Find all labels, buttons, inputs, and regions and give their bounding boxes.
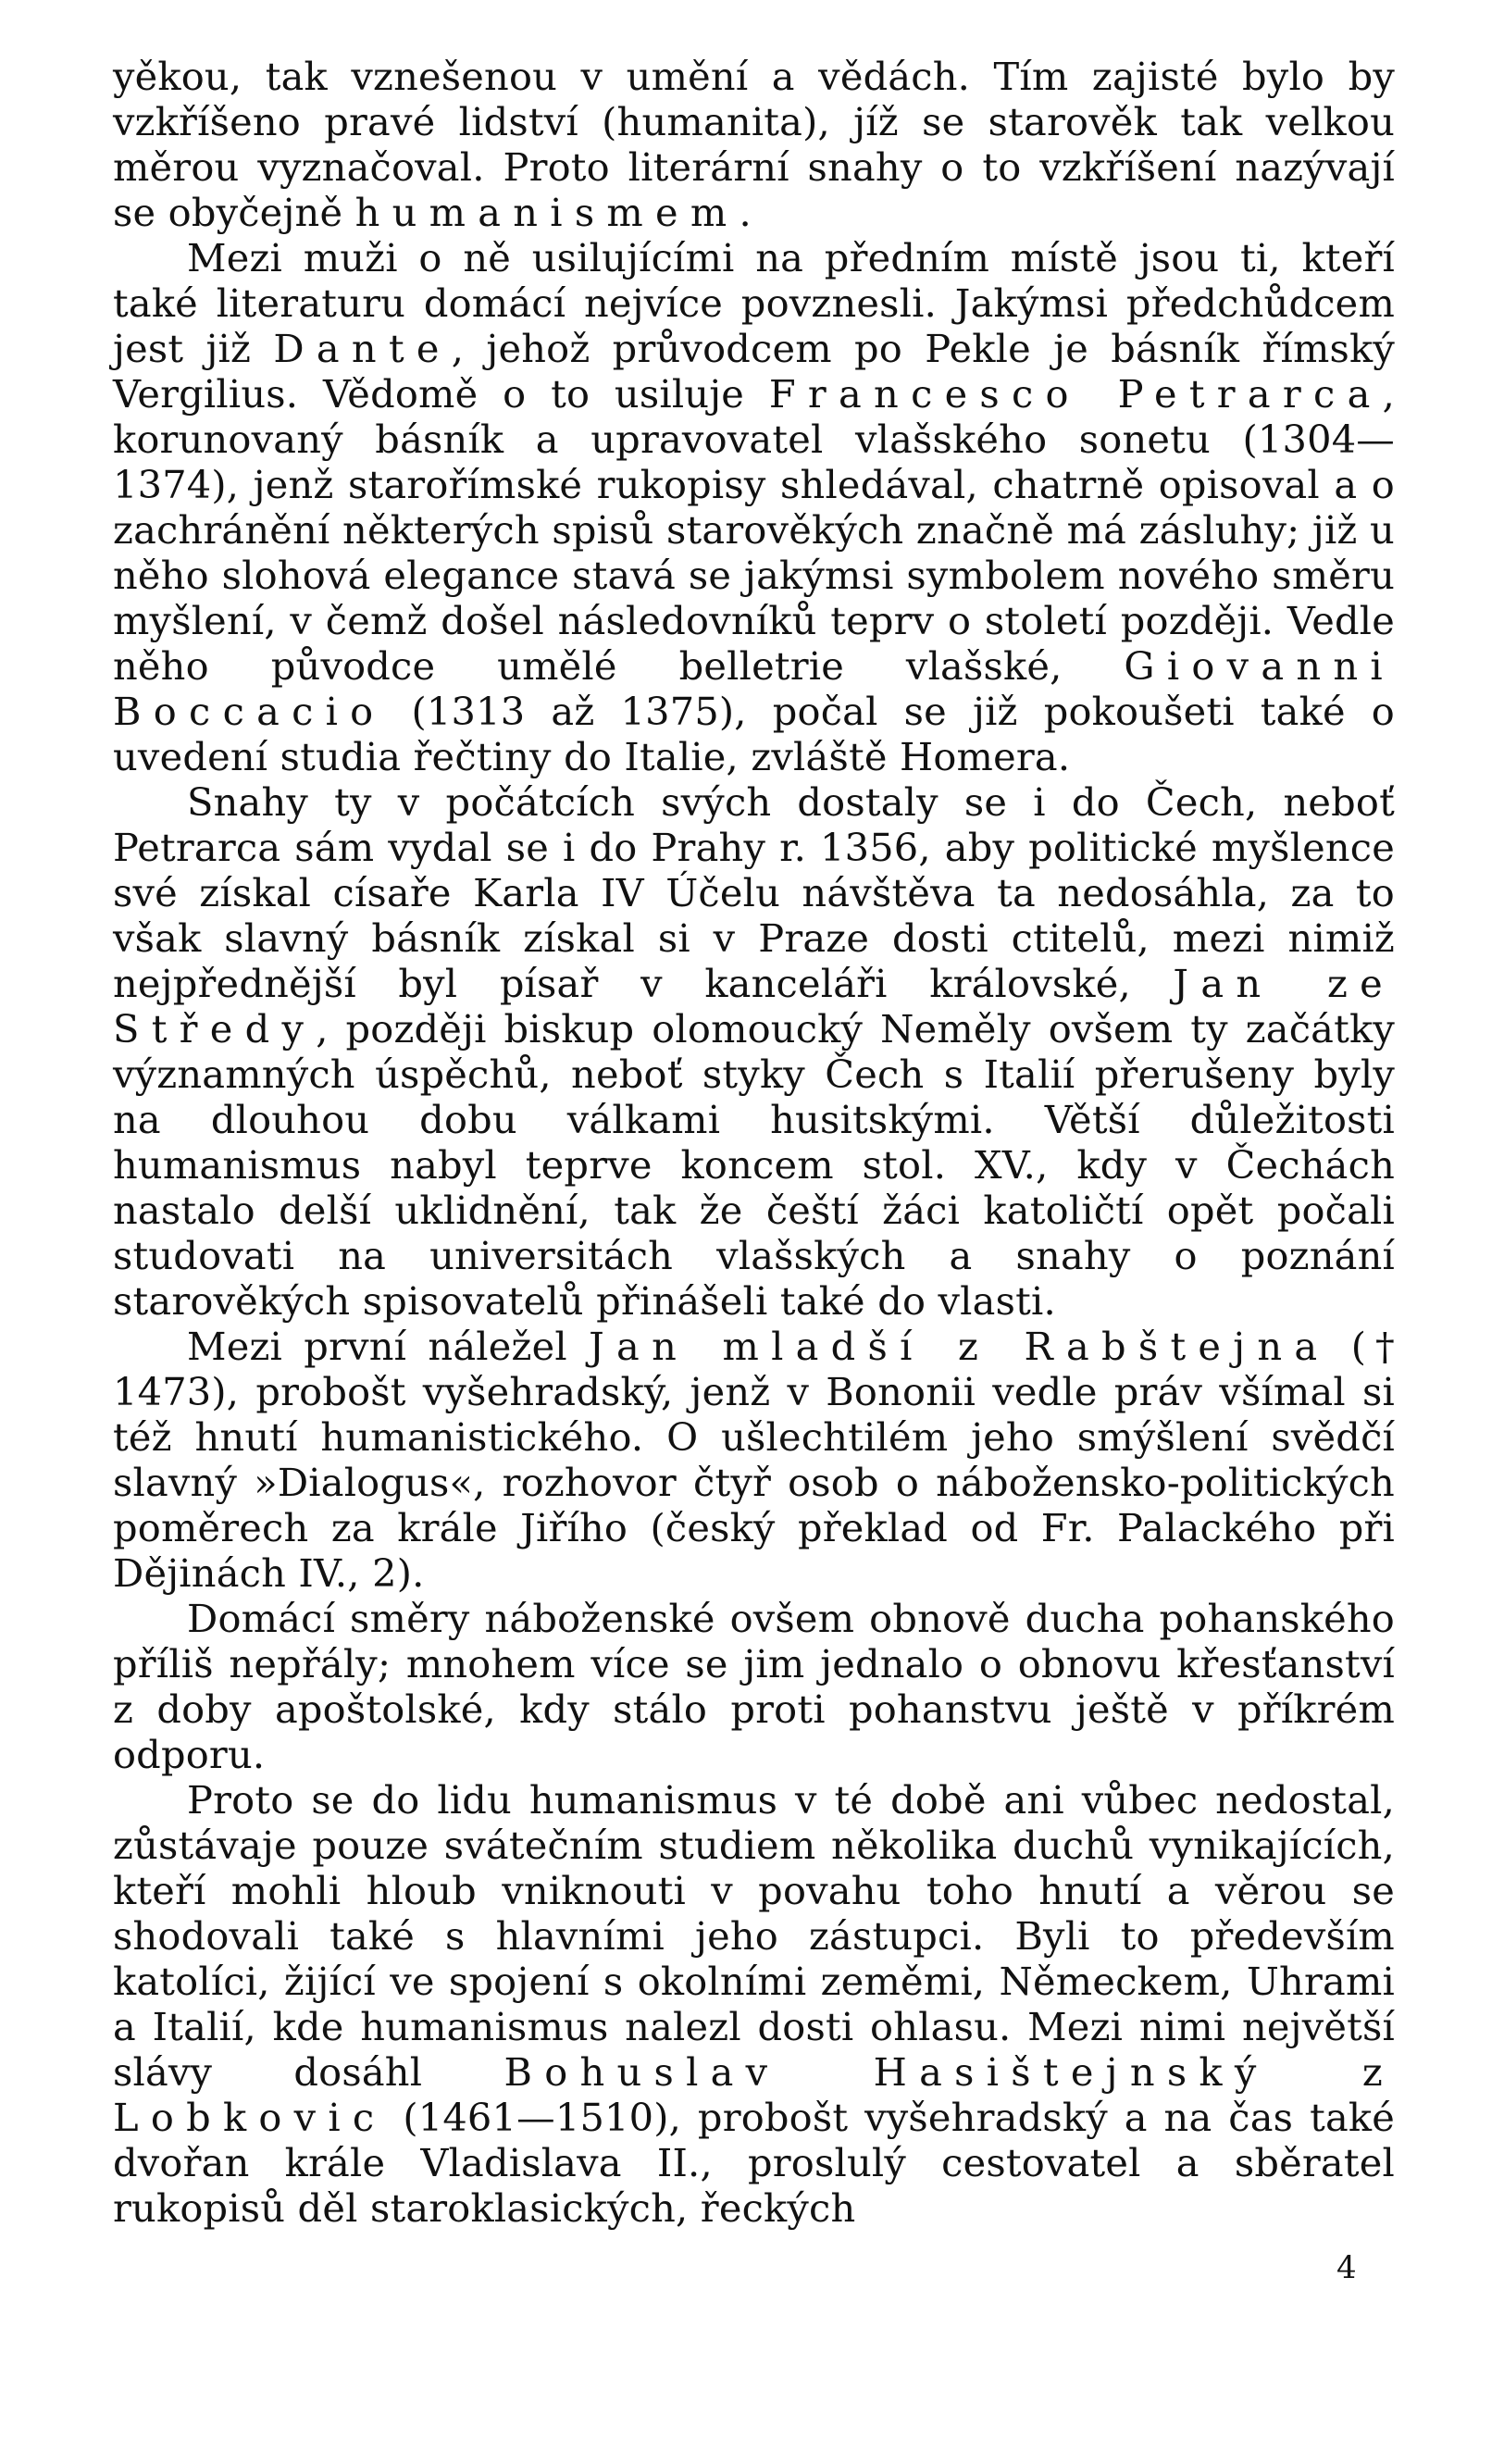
- paragraph: [113, 1777, 1395, 2231]
- spaced-name: Jan ze Středy: [113, 961, 1395, 1052]
- text-run: Mezi muži o ně usilujícími na předním místě jsou ti, kteří také literaturu domácí nejvíce povznesli. Jakýmsi předchůdcem jest již: [113, 235, 1395, 371]
- text-run: yěkou, tak vznešenou v umění a vědách. Tím zajisté bylo by vzkříšeno pravé lidství (humanita), jíž se starověk tak velkou měrou vyznačoval. Proto literární snahy o to vzkříšení nazývají se obyčejně: [113, 54, 1395, 235]
- spaced-name: Bohuslav Hasištejnský z Lobkovic: [113, 2049, 1395, 2140]
- text-run: .: [739, 190, 752, 235]
- text-run: , korunovaný básník a upravovatel vlašského sonetu (1304—1374), jenž starořímské rukopisy shledával, chatrně opisoval a o zachránění některých spisů starověkých značně má zásluhy; již u něho slohová elegance stavá se jakýmsi symbolem nového směru myšlení, v čemž došel následovníků teprv o století později. Vedle něho původce umělé belletrie vlašské,: [113, 371, 1396, 689]
- paragraph: [113, 1324, 1395, 1596]
- paragraph: [113, 235, 1395, 779]
- text-run: († 1473), probošt vyšehradský, jenž v Bononii vedle práv všímal si též hnutí humanistického. O ušlechtilém jeho smýšlení svědčí slavný »Dialogus«, rozhovor čtyř osob o nábožensko-politických poměrech za krále Jiřího (český překlad od Fr. Palackého při Dějinách IV., 2).: [113, 1324, 1395, 1596]
- spaced-name: Francesco Petrarca: [768, 371, 1383, 417]
- text-run: Domácí směry náboženské ovšem obnově ducha pohanského příliš nepřály; mnohem více se jim jednalo o obnovu křesťanství z doby apoštolské, kdy stálo proti pohanstvu ještě v příkrém odporu.: [113, 1596, 1395, 1777]
- document-page: [113, 54, 1395, 2231]
- paragraph: [113, 1596, 1395, 1777]
- spaced-name: Dante: [273, 326, 452, 371]
- spaced-name: humanismem: [354, 190, 740, 235]
- paragraph: [113, 54, 1395, 235]
- text-run: , jehož průvodcem po Pekle je básník římský Vergilius. Vědomě o to usiluje: [113, 326, 1395, 417]
- signature-mark: 4: [1336, 2249, 1357, 2286]
- text-run: , později biskup olomoucký Neměly ovšem ty začátky významných úspěchů, neboť styky Čech s Italií přerušeny byly na dlouhou dobu válkami husitskými. Větší důležitosti humanismus nabyl teprve koncem stol. XV., kdy v Čechách nastalo delší uklidnění, tak že čeští žáci katoličtí opět počali studovati na universitách vlašských a snahy o poznání starověkých spisovatelů přinášeli také do vlasti.: [113, 1006, 1395, 1324]
- spaced-name: Giovanni Boccacio: [113, 643, 1395, 734]
- text-run: Mezi první náležel: [187, 1324, 590, 1369]
- paragraph: [113, 779, 1395, 1324]
- text-run: (1461—1510), probošt vyšehradský a na čas také dvořan krále Vladislava II., proslulý cestovatel a sběratel rukopisů děl staroklasických, řeckých: [113, 2095, 1395, 2231]
- spaced-name: Jan mladší z Rabštejna: [589, 1324, 1330, 1369]
- text-run: (1313 až 1375), počal se již pokoušeti také o uvedení studia řečtiny do Italie, zvláště Homera.: [113, 689, 1395, 779]
- text-run: Snahy ty v počátcích svých dostaly se i do Čech, neboť Petrarca sám vydal se i do Prahy r. 1356, aby politické myšlence své získal císaře Karla IV Účelu návštěva ta nedosáhla, za to však slavný básník získal si v Praze dosti ctitelů, mezi nimiž nejpřednější byl písař v kanceláři královské,: [113, 779, 1395, 1006]
- text-run: Proto se do lidu humanismus v té době ani vůbec nedostal, zůstávaje pouze svátečním studiem několika duchů vynikajících, kteří mohli hloub vniknouti v povahu toho hnutí a věrou se shodovali také s hlavními jeho zástupci. Byli to především katolíci, žijící ve spojení s okolními zeměmi, Německem, Uhrami a Italií, kde humanismus nalezl dosti ohlasu. Mezi nimi největší slávy dosáhl: [113, 1777, 1395, 2095]
